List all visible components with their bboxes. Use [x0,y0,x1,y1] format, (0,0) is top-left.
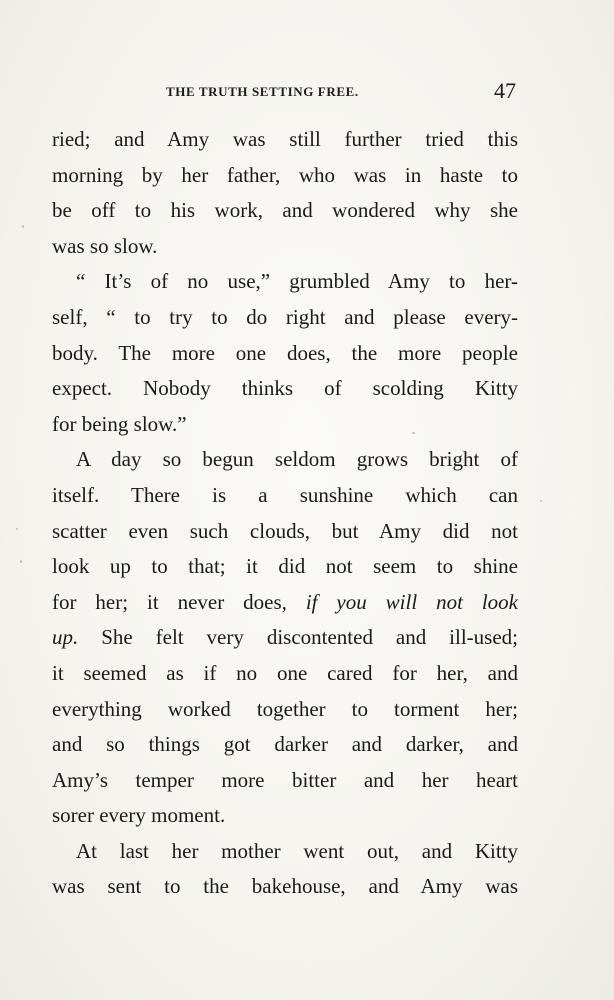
running-title: THE TRUTH SETTING FREE. [166,84,359,99]
text-line: At last her mother went out, and Kitty [76,838,518,863]
page-number: 47 [494,78,516,103]
text-line: for being slow.” [52,411,187,436]
text-line [52,620,518,656]
text-line: and so things got darker and darker, and [52,732,518,757]
text-line: ried; and Amy was still further tried this [52,127,518,151]
text-line [52,585,518,621]
body-text [52,122,518,905]
italic-run: up. [52,625,79,650]
text-line: scatter even such clouds, but Amy did not [52,518,518,543]
text-line: Amy’s temper more bitter and her heart [52,767,518,792]
text-line: was so slow. [52,233,158,258]
running-head [52,78,518,108]
text-run: She felt very discontented and ill-used; [78,625,518,650]
text-line: sorer every moment. [52,803,226,828]
italic-run: if you will not look [305,589,518,614]
paper-speck [540,500,542,502]
text-line: it seemed as if no one cared for her, and [52,660,518,685]
text-line: itself. There is a sunshine which can [52,482,518,507]
text-run: for her; it never does, [52,589,306,614]
text-line: morning by her father, who was in haste to [52,162,518,187]
text-line: look up to that; it did not seem to shine [52,554,518,579]
text-line: body. The more one does, the more people [52,340,518,365]
paper-speck [20,560,22,563]
text-line: self, “ to try to do right and please every- [52,304,518,329]
paper-speck [16,528,18,530]
text-line: A day so begun seldom grows bright of [76,447,518,472]
text-line: everything worked together to torment her; [52,696,518,721]
text-line: be off to his work, and wondered why she [52,198,518,223]
text-line: was sent to the bakehouse, and Amy was [52,874,518,899]
text-line: “ It’s of no use,” grumbled Amy to her- [76,269,518,294]
text-line: expect. Nobody thinks of scolding Kitty [52,376,518,401]
paper-speck [22,225,24,228]
